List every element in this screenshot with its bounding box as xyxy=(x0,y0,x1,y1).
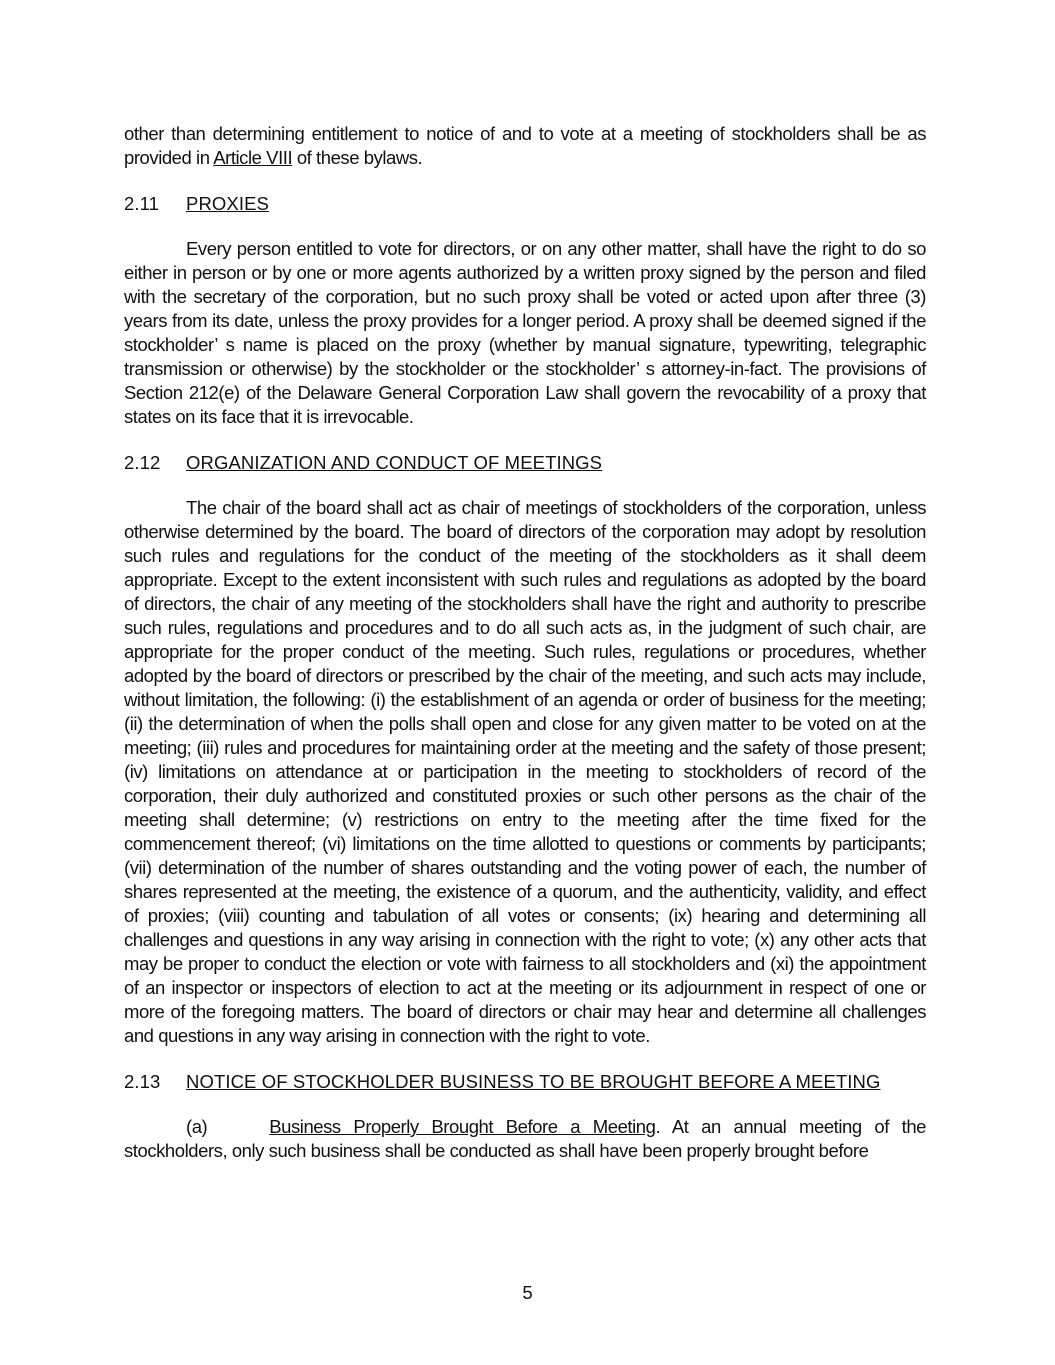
section-2-11-number: 2.11 xyxy=(124,193,160,214)
section-2-13-title: NOTICE OF STOCKHOLDER BUSINESS TO BE BROUGHT BEFORE A MEETING xyxy=(186,1071,881,1092)
section-2-11-title: PROXIES xyxy=(186,193,269,214)
intro-paragraph xyxy=(124,122,926,170)
document-page xyxy=(124,122,926,1163)
section-2-12-body: The chair of the board shall act as chair of meetings of stockholders of the corporation, unless otherwise determined by the board. The board of directors of the corporation may adopt by resolution such rules and regulations for the conduct of the meeting of the stockholders as it shall deem appropriate. Except to the extent inconsistent with such rules and regulations as adopted by the board of directors, the chair of any meeting of the stockholders shall have the right and authority to prescribe such rules, regulations and procedures and to do all such acts as, in the judgment of such chair, are appropriate for the proper conduct of the meeting. Such rules, regulations or procedures, whether adopted by the board of directors or prescribed by the chair of the meeting, and such acts may include, without limitation, the following: (i) the establishment of an agenda or order of business for the meeting; (ii) the determination of when the polls shall open and close for any given matter to be voted on at the meeting; (iii) rules and procedures for maintaining order at the meeting and the safety of those present; (iv) limitations on attendance at or participation in the meeting to stockholders of record of the corporation, their duly authorized and constituted proxies or such other persons as the chair of the meeting shall determine; (v) restrictions on entry to the meeting after the time fixed for the commencement thereof; (vi) limitations on the time allotted to questions or comments by participants; (vii) determination of the number of shares outstanding and the voting power of each, the number of shares represented at the meeting, the existence of a quorum, and the authenticity, validity, and effect of proxies; (viii) counting and tabulation of all votes or consents; (ix) hearing and determining all challenges and questions in any way arising in connection with the right to vote; (x) any other acts that may be proper to conduct the election or vote with fairness to all stockholders and (xi) the appointment of an inspector or inspectors of election to act at the meeting or its adjournment in respect of one or more of the foregoing matters. The board of directors or chair may hear and determine all challenges and questions in any way arising in connection with the right to vote. xyxy=(124,497,926,1046)
section-2-12-heading xyxy=(124,451,926,475)
section-2-11-body: Every person entitled to vote for directors, or on any other matter, shall have the right to do so either in person or by one or more agents authorized by a written proxy signed by the person and filed with the secretary of the corporation, but no such proxy shall be voted or acted upon after three (3) years from its date, unless the proxy provides for a longer period. A proxy shall be deemed signed if the stockholder’ s name is placed on the proxy (whether by manual signature, typewriting, telegraphic transmission or otherwise) by the stockholder or the stockholder’ s attorney-in-fact. The provisions of Section 212(e) of the Delaware General Corporation Law shall govern the revocability of a proxy that states on its face that it is irrevocable. xyxy=(124,238,926,427)
subsection-a-label: (a) xyxy=(186,1116,208,1137)
subsection-a-title: Business Properly Brought Before a Meeting xyxy=(269,1116,656,1137)
section-2-12-title: ORGANIZATION AND CONDUCT OF MEETINGS xyxy=(186,452,603,473)
article-viii-link[interactable]: Article VIII xyxy=(213,147,293,168)
section-2-13-heading xyxy=(124,1070,926,1094)
section-2-12-number: 2.12 xyxy=(124,452,161,473)
intro-text-before: other than determining entitlement to notice of and to vote at a meeting of stockholders shall be as provided in xyxy=(124,123,926,168)
intro-text-after: of these bylaws. xyxy=(292,147,423,168)
subsection-a-body: . At an annual meeting of the stockholders, only such business shall be conducted as shall have been properly brought before xyxy=(124,1116,926,1161)
section-2-13-number: 2.13 xyxy=(124,1071,161,1092)
section-2-11-heading xyxy=(124,192,926,216)
section-2-13-subsection-a xyxy=(124,1115,926,1163)
page-number: 5 xyxy=(522,1282,533,1303)
